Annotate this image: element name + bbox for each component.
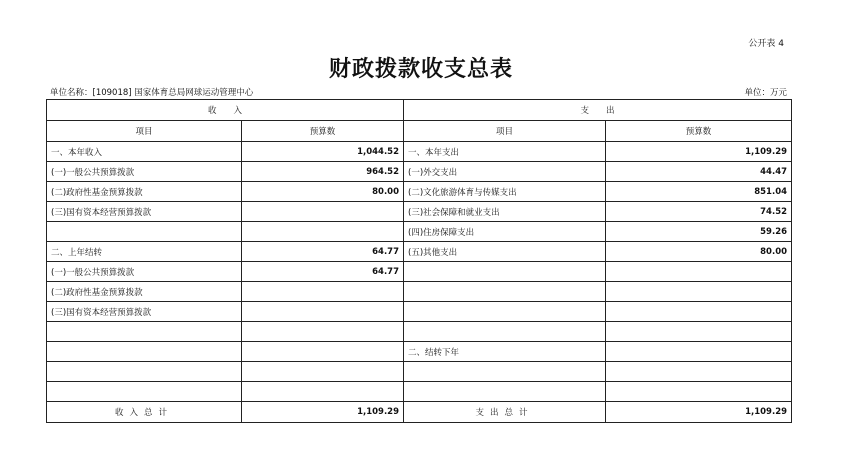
expense-item-cell: 二、结转下年 <box>404 342 606 362</box>
section-income-header: 收 入 <box>47 100 404 121</box>
income-item-cell <box>47 322 242 342</box>
expense-item-cell: (四)住房保障支出 <box>404 222 606 242</box>
expense-item-cell <box>404 362 606 382</box>
total-row <box>47 402 792 423</box>
section-expense-header: 支 出 <box>404 100 792 121</box>
table-row <box>47 322 792 342</box>
income-item-cell: (三)国有资本经营预算拨款 <box>47 202 242 222</box>
expense-value-cell <box>606 322 792 342</box>
table-row <box>47 202 792 222</box>
expense-value-cell <box>606 282 792 302</box>
table-row <box>47 242 792 262</box>
income-budget-header: 预算数 <box>242 121 404 142</box>
income-item-cell: (二)政府性基金预算拨款 <box>47 282 242 302</box>
income-value-cell <box>242 382 404 402</box>
unit-currency: 单位：万元 <box>744 88 787 98</box>
table-body <box>47 142 792 402</box>
income-item-cell: (二)政府性基金预算拨款 <box>47 182 242 202</box>
income-item-cell <box>47 362 242 382</box>
expense-item-cell: (三)社会保障和就业支出 <box>404 202 606 222</box>
income-item-cell: 二、上年结转 <box>47 242 242 262</box>
expense-value-cell <box>606 302 792 322</box>
income-value-cell: 64.77 <box>242 262 404 282</box>
table-row <box>47 282 792 302</box>
income-value-cell <box>242 302 404 322</box>
income-item-cell: (一)一般公共预算拨款 <box>47 162 242 182</box>
income-item-cell <box>47 342 242 362</box>
form-number: 公开表 4 <box>748 39 784 49</box>
income-value-cell <box>242 322 404 342</box>
income-value-cell <box>242 342 404 362</box>
table-row <box>47 182 792 202</box>
total-expense-value: 1,109.29 <box>606 402 792 423</box>
expense-item-cell: (一)外交支出 <box>404 162 606 182</box>
expense-item-cell: (二)文化旅游体育与传媒支出 <box>404 182 606 202</box>
expense-value-cell: 59.26 <box>606 222 792 242</box>
expense-item-cell <box>404 282 606 302</box>
column-header-row <box>47 121 792 142</box>
table-row <box>47 262 792 282</box>
section-header-row <box>47 100 792 121</box>
income-item-cell <box>47 222 242 242</box>
expense-item-cell <box>404 382 606 402</box>
income-value-cell: 64.77 <box>242 242 404 262</box>
table-row <box>47 362 792 382</box>
budget-summary-table <box>46 99 792 423</box>
expense-item-cell <box>404 322 606 342</box>
total-income-label: 收入总计 <box>47 402 242 423</box>
expense-value-cell <box>606 342 792 362</box>
income-value-cell <box>242 202 404 222</box>
page-title: 财政拨款收支总表 <box>328 57 513 82</box>
income-value-cell <box>242 222 404 242</box>
expense-value-cell: 80.00 <box>606 242 792 262</box>
expense-item-cell <box>404 262 606 282</box>
income-value-cell: 1,044.52 <box>242 142 404 162</box>
table-row <box>47 342 792 362</box>
total-income-value: 1,109.29 <box>242 402 404 423</box>
income-item-cell: 一、本年收入 <box>47 142 242 162</box>
income-item-cell: (一)一般公共预算拨款 <box>47 262 242 282</box>
table-row <box>47 162 792 182</box>
expense-value-cell: 1,109.29 <box>606 142 792 162</box>
table-row <box>47 222 792 242</box>
expense-item-cell: (五)其他支出 <box>404 242 606 262</box>
table-row <box>47 382 792 402</box>
total-expense-label: 支出总计 <box>404 402 606 423</box>
income-value-cell: 80.00 <box>242 182 404 202</box>
expense-value-cell <box>606 362 792 382</box>
expense-item-header: 项目 <box>404 121 606 142</box>
expense-item-cell <box>404 302 606 322</box>
unit-name: 单位名称：[109018] 国家体育总局网球运动管理中心 <box>50 88 254 98</box>
expense-budget-header: 预算数 <box>606 121 792 142</box>
income-item-cell <box>47 382 242 402</box>
expense-value-cell: 851.04 <box>606 182 792 202</box>
expense-value-cell <box>606 262 792 282</box>
table-row <box>47 302 792 322</box>
income-item-cell: (三)国有资本经营预算拨款 <box>47 302 242 322</box>
income-item-header: 项目 <box>47 121 242 142</box>
expense-value-cell: 44.47 <box>606 162 792 182</box>
income-value-cell <box>242 282 404 302</box>
expense-value-cell: 74.52 <box>606 202 792 222</box>
income-value-cell <box>242 362 404 382</box>
expense-value-cell <box>606 382 792 402</box>
expense-item-cell: 一、本年支出 <box>404 142 606 162</box>
income-value-cell: 964.52 <box>242 162 404 182</box>
table-row <box>47 142 792 162</box>
